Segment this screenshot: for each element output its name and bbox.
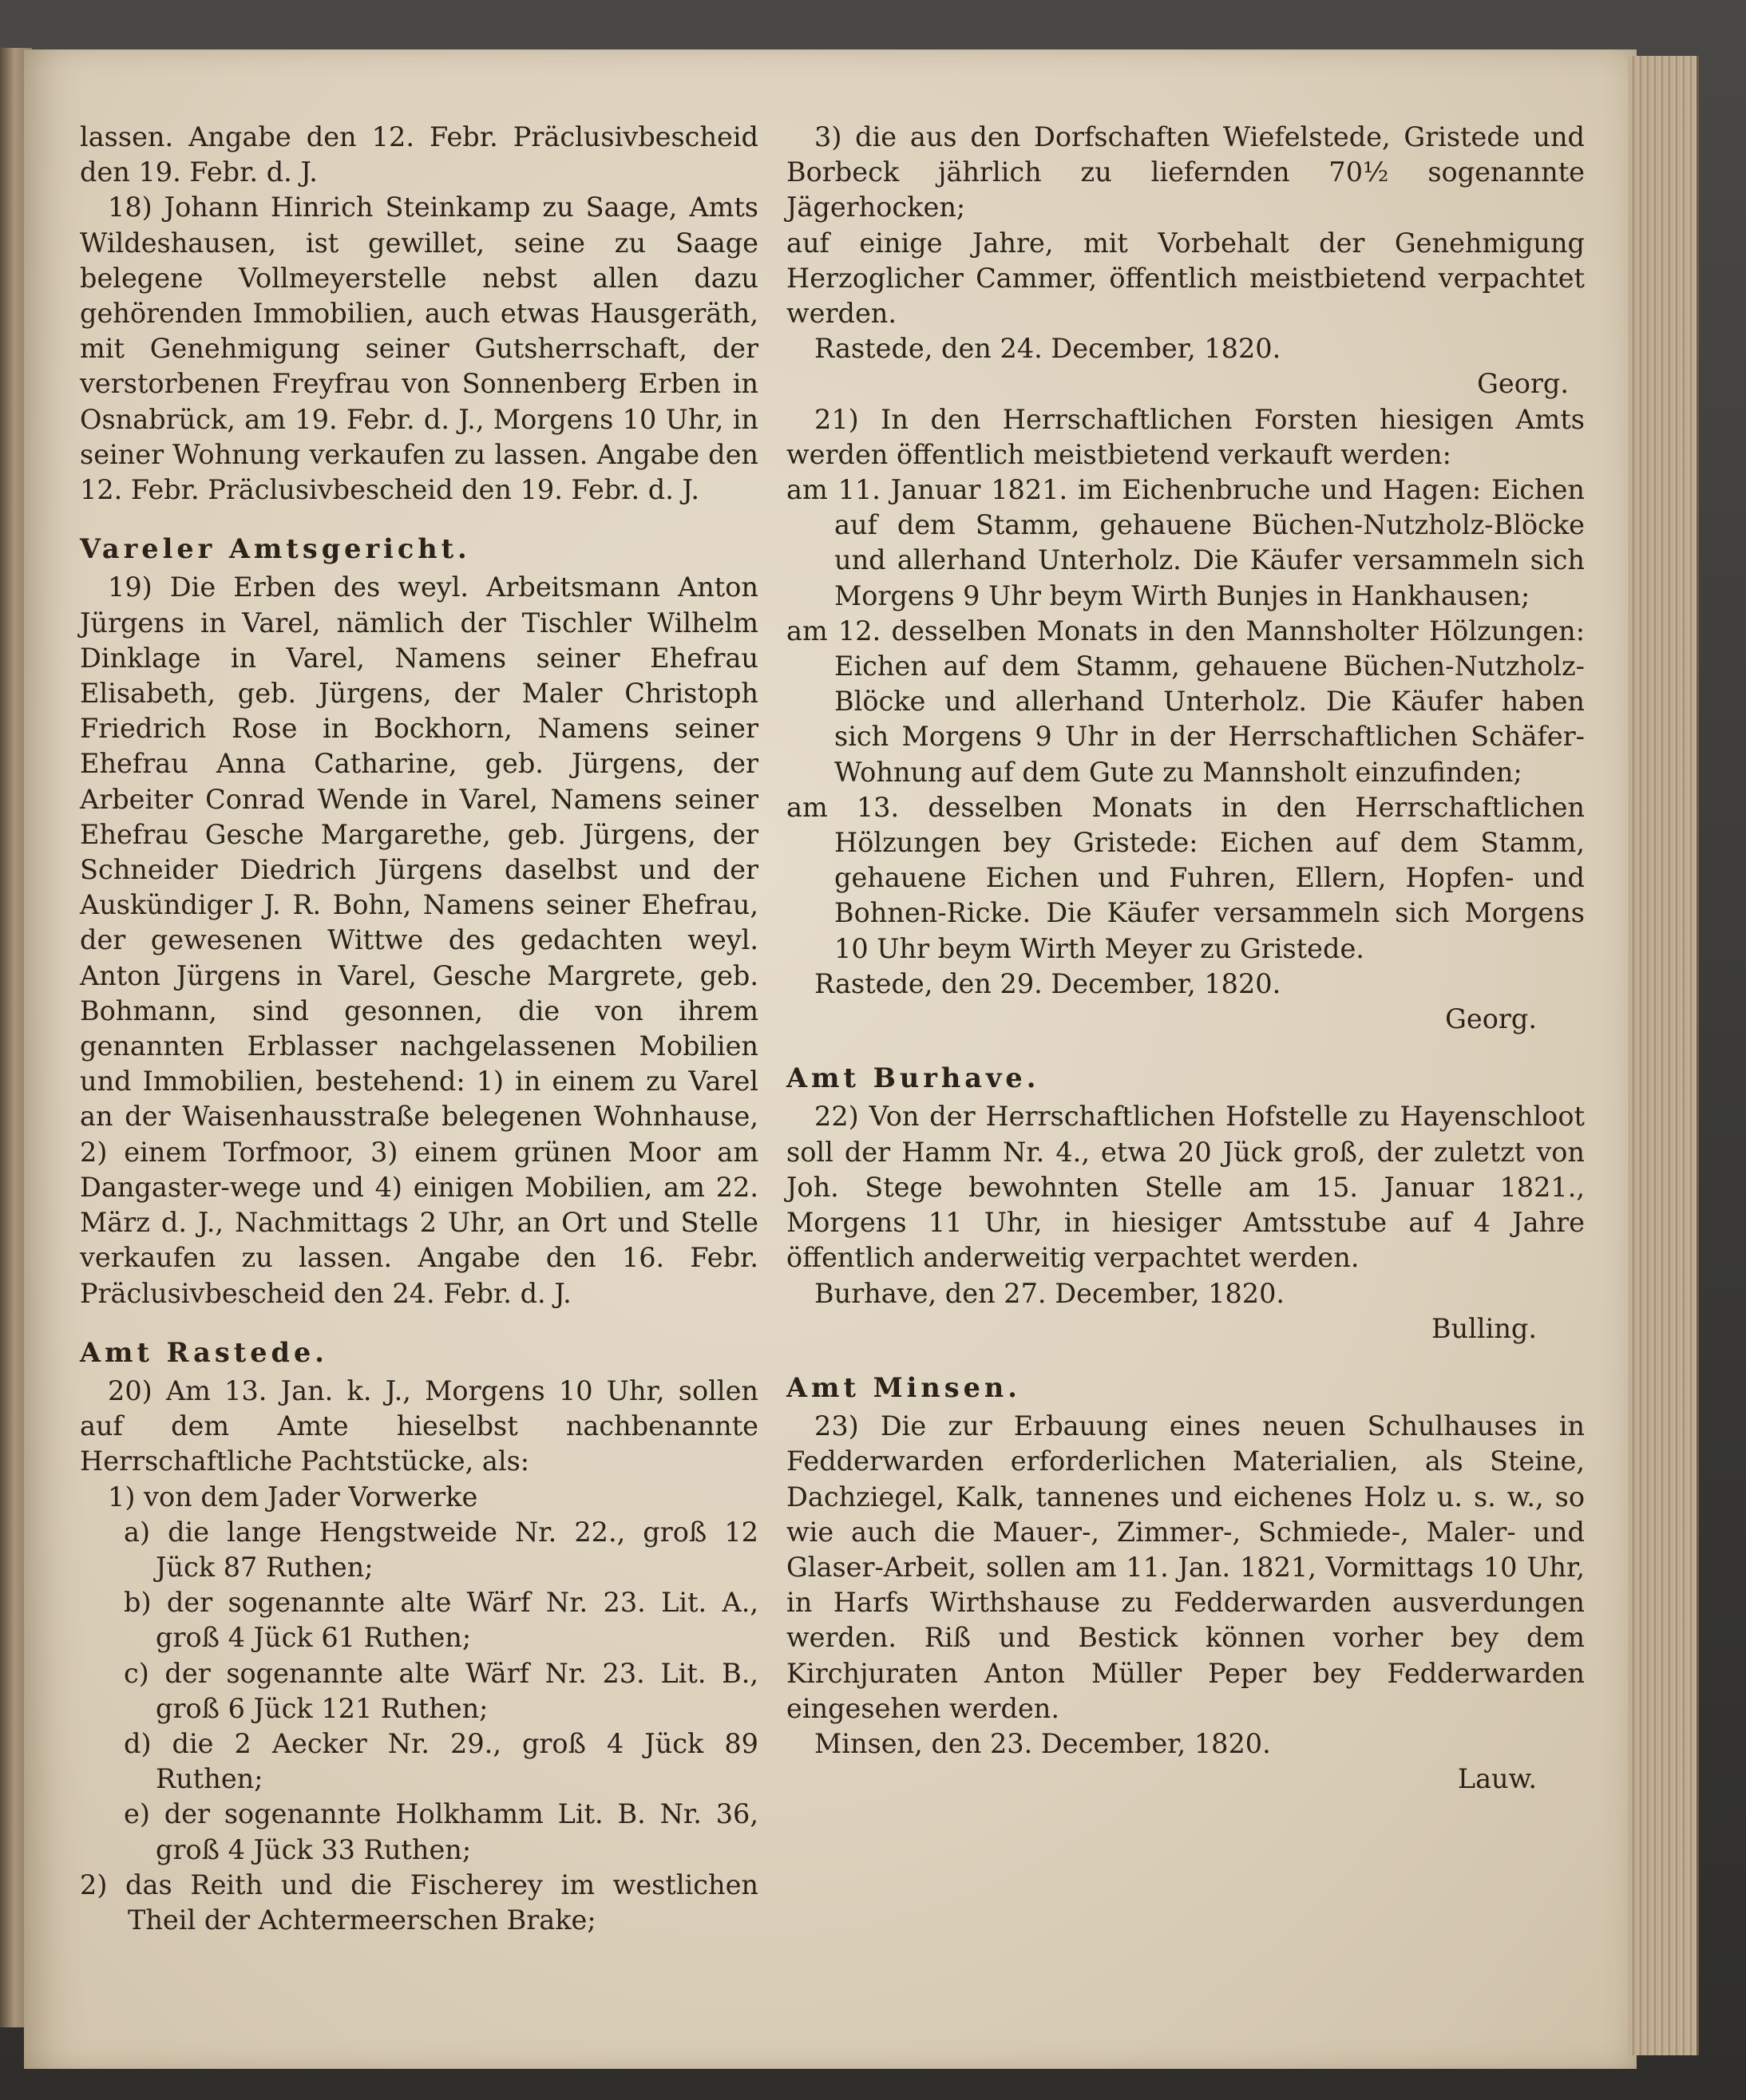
date-entry-22: Burhave, den 27. December, 1820. [814,1277,1285,1309]
right-column [786,120,1585,1797]
entry-23: 23) Die zur Erbauung eines neuen Schulhauses in Fedderwarden erforderlichen Materialien, als Steine, Dachziegel, Kalk, tannenes und eichenes Holz u. s. w., so wie auch die Mauer-, Zimmer-, Schmiede-, Maler- und Glaser-Arbeit, sollen am 11. Jan. 1821, Vormittags 10 Uhr, in Harfs Wirthshause zu Fedderwarden ausverdungen werden. Riß und Bestick können vorher bey dem Kirchjuraten Anton Müller Peper bey Fedderwarden eingesehen werden. [786,1410,1585,1724]
entry-20-item-1c: c) der sogenannte alte Wärf Nr. 23. Lit. B., groß 6 Jück 121 Ruthen; [124,1657,758,1724]
date-entry-21: Rastede, den 29. December, 1820. [814,967,1281,999]
entry-20-item-1d: d) die 2 Aecker Nr. 29., groß 4 Jück 89 Ruthen; [124,1727,758,1795]
entry-21-intro: 21) In den Herrschaftlichen Forsten hiesigen Amts werden öffentlich meistbietend verkauft werden: [786,403,1585,470]
entry-21-date-12-jan: am 12. desselben Monats in den Mannsholter Hölzungen: Eichen auf dem Stamm, gehauene Büchen-Nutzholz-Blöcke und allerhand Unterholz. Die Käufer haben sich Morgens 9 Uhr in der Herrschaftlichen Schäfer-Wohnung auf dem Gute zu Mannsholt einzufinden; [786,615,1585,788]
entry-20-item-1a: a) die lange Hengstweide Nr. 22., groß 12 Jück 87 Ruthen; [124,1516,758,1583]
continued-entry-end: lassen. Angabe den 12. Febr. Präclusivbescheid den 19. Febr. d. J. [80,121,758,188]
date-entry-23: Minsen, den 23. December, 1820. [814,1727,1271,1759]
entry-18: 18) Johann Hinrich Steinkamp zu Saage, Amts Wildeshausen, ist gewillet, seine zu Saage belegene Vollmeyerstelle nebst allen dazu gehörenden Immobilien, auch etwas Hausgeräth, mit Genehmigung seiner Gutsherrschaft, der verstorbenen Freyfrau von Sonnenberg Erben in Osnabrück, am 19. Febr. d. J., Morgens 10 Uhr, in seiner Wohnung verkaufen zu lassen. Angabe den 12. Febr. Präclusivbescheid den 19. Febr. d. J. [80,192,758,506]
entry-20-item-1: 1) von dem Jader Vorwerke [108,1481,478,1513]
signature-entry-22: Bulling. [1431,1312,1537,1344]
entry-20-item-3: 3) die aus den Dorfschaften Wiefelstede, Gristede und Borbeck jährlich zu liefernden 70½ sogenannte Jägerhocken; [786,121,1585,223]
entry-21-date-13-jan: am 13. desselben Monats in den Herrschaftlichen Hölzungen bey Gristede: Eichen auf dem Stamm, gehauene Eichen und Fuhren, Ellern, Hopfen- und Bohnen-Ricke. Die Käufer versammeln sich Morgens 10 Uhr beym Wirth Meyer zu Gristede. [786,791,1585,964]
entry-20-conclusion: auf einige Jahre, mit Vorbehalt der Genehmigung Herzoglicher Cammer, öffentlich meistbietend verpachtet werden. [786,227,1585,330]
left-column [80,120,758,1938]
entry-20-intro: 20) Am 13. Jan. k. J., Morgens 10 Uhr, sollen auf dem Amte hieselbst nachbenannte Herrschaftliche Pachtstücke, als: [80,1374,758,1477]
entry-21-date-11-jan: am 11. Januar 1821. im Eichenbruche und Hagen: Eichen auf dem Stamm, gehauene Büchen-Nutzholz-Blöcke und allerhand Unterholz. Die Käufer versammeln sich Morgens 9 Uhr beym Wirth Bunjes in Hankhausen; [786,474,1585,611]
entry-20-item-1b: b) der sogenannte alte Wärf Nr. 23. Lit. A., groß 4 Jück 61 Ruthen; [124,1587,758,1654]
entry-22: 22) Von der Herrschaftlichen Hofstelle zu Hayenschloot soll der Hamm Nr. 4., etwa 20 Jück groß, der zuletzt von Joh. Stege bewohnten Stelle am 15. Januar 1821., Morgens 11 Uhr, in hiesiger Amtsstube auf 4 Jahre öffentlich anderweitig verpachtet werden. [786,1101,1585,1274]
signature-entry-23: Lauw. [1457,1763,1537,1795]
heading-vareler-amtsgericht: Vareler Amtsgericht. [80,533,471,565]
date-entry-20: Rastede, den 24. December, 1820. [814,333,1281,365]
heading-amt-minsen: Amt Minsen. [786,1371,1021,1403]
signature-entry-21: Georg. [1445,1003,1537,1035]
entry-20-item-2: 2) das Reith und die Fischerey im westlichen Theil der Achtermeerschen Brake; [80,1869,758,1936]
entry-19: 19) Die Erben des weyl. Arbeitsmann Anton Jürgens in Varel, nämlich der Tischler Wilhelm Dinklage in Varel, Namens seiner Ehefrau Elisabeth, geb. Jürgens, der Maler Christoph Friedrich Rose in Bockhorn, Namens seiner Ehefrau Anna Catharine, geb. Jürgens, der Arbeiter Conrad Wende in Varel, Namens seiner Ehefrau Gesche Margarethe, geb. Jürgens, der Schneider Diedrich Jürgens daselbst und der Auskündiger J. R. Bohn, Namens seiner Ehefrau, der gewesenen Wittwe des gedachten weyl. Anton Jürgens in Varel, Gesche Margrete, geb. Bohmann, sind gesonnen, die von ihrem genannten Erblasser nachgelassenen Mobilien und Immobilien, bestehend: 1) in einem zu Varel an der Waisenhausstraße belegenen Wohnhause, 2) einem Torfmoor, 3) einem grünen Moor am Dangaster-wege und 4) einigen Mobilien, am 22. März d. J., Nachmittags 2 Uhr, an Ort und Stelle verkaufen zu lassen. Angabe den 16. Febr. Präclusivbescheid den 24. Febr. d. J. [80,571,758,1309]
heading-amt-rastede: Amt Rastede. [80,1336,328,1368]
page-stack-edges [1629,56,1699,2055]
heading-amt-burhave: Amt Burhave. [786,1062,1040,1094]
signature-entry-20: Georg. [1477,368,1569,400]
entry-20-item-1e: e) der sogenannte Holkhamm Lit. B. Nr. 36, groß 4 Jück 33 Ruthen; [124,1798,758,1865]
